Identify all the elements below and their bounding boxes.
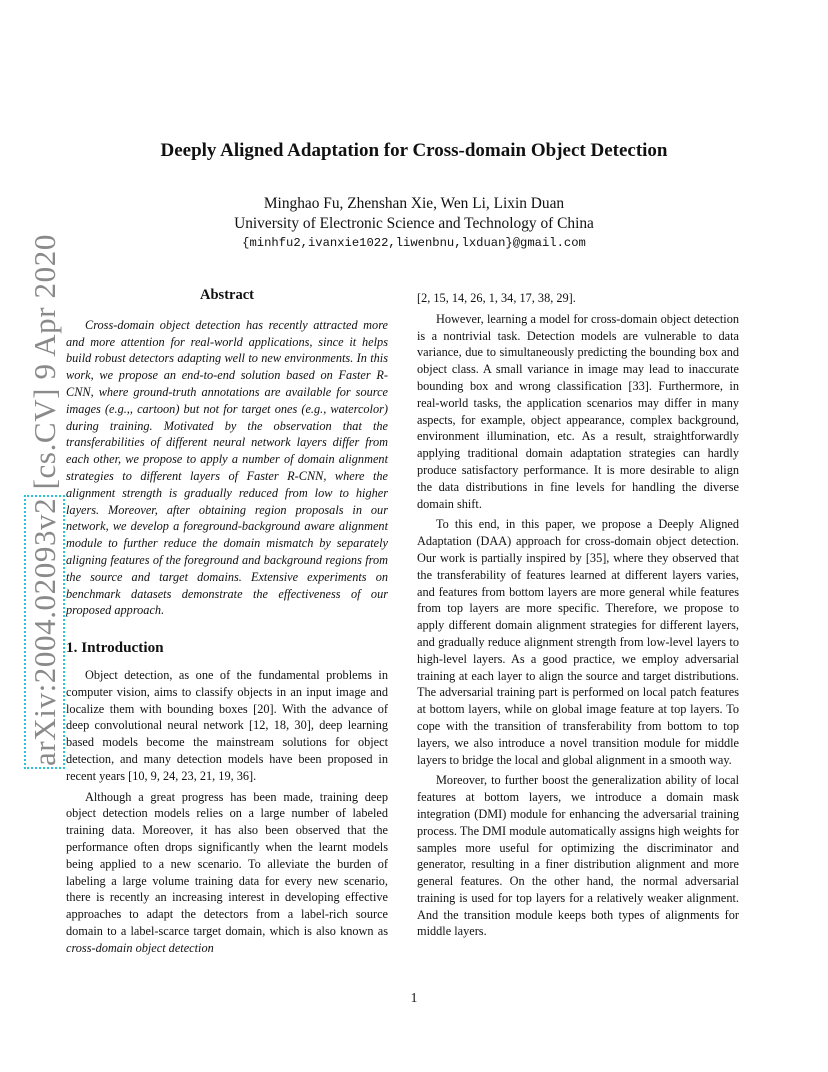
right-column: [417, 290, 739, 940]
intro-paragraph-2-text: Although a great progress has been made, training deep object detection models relies on a large number of labeled training data. Moreover, it has also been observed that the performance often drops significantly when the learnt models being applied to a new scenario. To alleviate the burden of labeling a large volume training data for every new scenario, there is recently an increasing interest in developing effective approaches to adapt the detectors from a label-rich source domain to a label-scarce target domain, which is also known as: [66, 789, 388, 938]
introduction-heading: 1. Introduction: [66, 639, 164, 657]
page-number: 1: [410, 990, 418, 1005]
intro-paragraph-2: [66, 789, 388, 957]
arxiv-meta: [cs.CV] 9 Apr 2020: [27, 234, 62, 490]
affiliation: University of Electronic Science and Technology of China: [234, 215, 594, 232]
intro-paragraph-2-continued: [2, 15, 14, 26, 1, 34, 17, 38, 29].: [417, 291, 576, 305]
left-column: [66, 0, 388, 956]
intro-paragraph-4: To this end, in this paper, we propose a Deeply Aligned Adaptation (DAA) approach for cross-domain object detection. Our work is partially inspired by [35], where they observed that the transferability of features learned at different layers varies, and features from bottom layers are more general while features from top layers are more specific. Therefore, we propose to apply different domain alignment strategies for different layers, and gradually reduce alignment strength from low-level layers to high-level layers. As a good practice, we employ adversarial training at each layer to align the source and target distributions. The adversarial training part is performed on local patch features at bottom layers, while on global image feature at top layers. To cope with the transition of transferability from bottom to top layers, we also introduce a novel transition module for middle layers to bridge the local and global alignment in a smooth way.: [417, 517, 739, 767]
paper-title: Deeply Aligned Adaptation for Cross-domain Object Detection: [160, 140, 668, 161]
abstract-heading: Abstract: [200, 287, 254, 303]
arxiv-stamp: [20, 150, 70, 850]
emails: {minhfu2,ivanxie1022,liwenbnu,lxduan}@gmail.com: [242, 236, 586, 250]
intro-paragraph-1: Object detection, as one of the fundamental problems in computer vision, aims to classify objects in an input image and localize them with bounding boxes [20]. With the advance of deep convolutional neural network [12, 18, 30], deep learning based models become the mainstream solutions for object detection, and many detection models have been proposed in recent years [10, 9, 24, 23, 21, 19, 36].: [66, 667, 388, 783]
intro-paragraph-3: However, learning a model for cross-domain object detection is a nontrivial task. Detection models are vulnerable to data variance, due to simultaneously predicting the bounding box and object class. A small variance in image may lead to inaccurate bounding box and wrong classification [33]. Furthermore, in real-world tasks, the application scenarios may differ in many aspects, for example, object appearance, complex background, environment illumination, etc. As a result, straightforwardly applying traditional domain adaptation strategies can hardly produce satisfactory performance. It is more desirable to align the data distributions in fine levels for handling the diverse domain shift.: [417, 311, 739, 511]
authors: Minghao Fu, Zhenshan Xie, Wen Li, Lixin Duan: [263, 195, 565, 212]
abstract-body: Cross-domain object detection has recently attracted more and more attention for real-world applications, since it helps build robust detectors adapting well to new environments. In this work, we propose an end-to-end solution based on Faster R-CNN, where ground-truth annotations are available for source images (e.g.,, cartoon) but not for target ones (e.g., watercolor) during training. Motivated by the observation that the transferabilities of different neural network layers differ from each other, we propose to apply a number of domain alignment strategies to different layers of Faster R-CNN, where the alignment strength is gradually reduced from low to higher layers. Moreover, after obtaining region proposals in our network, we develop a foreground-background aware alignment module to further reduce the domain mismatch by separately aligning features of the foreground and background regions from the source and target domains. Extensive experiments on benchmark datasets demonstrate the effectiveness of our proposed approach.: [66, 317, 388, 618]
intro-paragraph-5: Moreover, to further boost the generalization ability of local features at bottom layers, we introduce a domain mask integration (DMI) module for enhancing the adversarial training process. The DMI module automatically assigns high weights for samples more useful for optimizing the discriminator and generator, resulting in a finer distribution alignment and more general features. On the other hand, the normal adversarial training is used for top layers for a relatively weaker alignment. And the transition module keeps both types of alignments for middle layers.: [417, 773, 739, 939]
intro-paragraph-2-emphasis: cross-domain object detection: [66, 940, 214, 955]
arxiv-id[interactable]: arXiv:2004.02093v2: [27, 497, 62, 766]
